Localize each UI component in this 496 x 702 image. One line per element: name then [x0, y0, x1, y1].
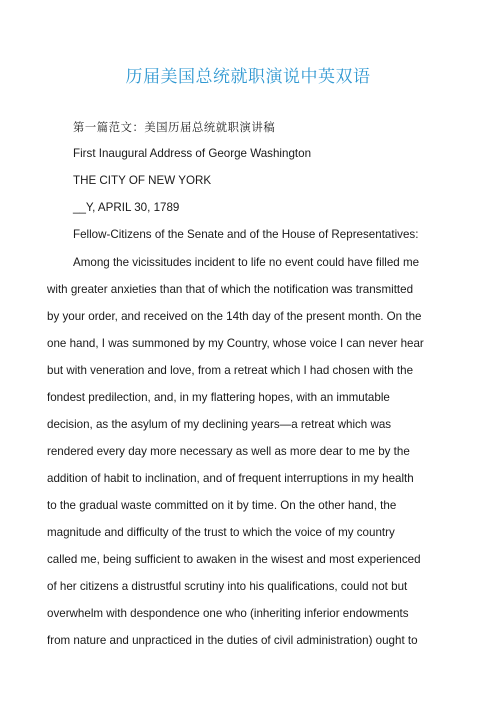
- paragraph-line: with greater anxieties than that of which the notification was transmitted: [47, 283, 414, 296]
- document-title: 历届美国总统就职演说中英双语: [125, 67, 371, 87]
- paragraph-line: of her citizens a distrustful scrutiny into his qualifications, could not but: [47, 580, 408, 593]
- paragraph-line: addition of habit to inclination, and of frequent interruptions in my health: [47, 472, 414, 485]
- salutation-line: Fellow-Citizens of the Senate and of the House of Representatives:: [73, 228, 419, 241]
- address-title: First Inaugural Address of George Washington: [73, 147, 312, 160]
- paragraph-line: fondest predilection, and, in my flattering hopes, with an immutable: [47, 391, 390, 404]
- subheading: 第一篇范文：美国历届总统就职演讲稿: [73, 121, 276, 134]
- paragraph-line: Among the vicissitudes incident to life no event could have filled me: [73, 256, 420, 269]
- date-line: __Y, APRIL 30, 1789: [73, 201, 180, 214]
- paragraph-line: from nature and unpracticed in the duties of civil administration) ought to: [47, 634, 418, 647]
- paragraph-line: but with veneration and love, from a retreat which I had chosen with the: [47, 364, 414, 377]
- paragraph-line: decision, as the asylum of my declining years—a retreat which was: [47, 418, 392, 431]
- location-line: THE CITY OF NEW YORK: [73, 174, 212, 187]
- paragraph-line: called me, being sufficient to awaken in the wisest and most experienced: [47, 553, 421, 566]
- paragraph-line: rendered every day more necessary as well as more dear to me by the: [47, 445, 410, 458]
- paragraph-line: overwhelm with despondence one who (inheriting inferior endowments: [47, 607, 409, 620]
- paragraph-line: magnitude and difficulty of the trust to which the voice of my country: [47, 526, 395, 539]
- paragraph-line: to the gradual waste committed on it by time. On the other hand, the: [47, 499, 397, 512]
- paragraph-line: by your order, and received on the 14th day of the present month. On the: [47, 310, 422, 323]
- paragraph-line: one hand, I was summoned by my Country, whose voice I can never hear: [47, 337, 424, 350]
